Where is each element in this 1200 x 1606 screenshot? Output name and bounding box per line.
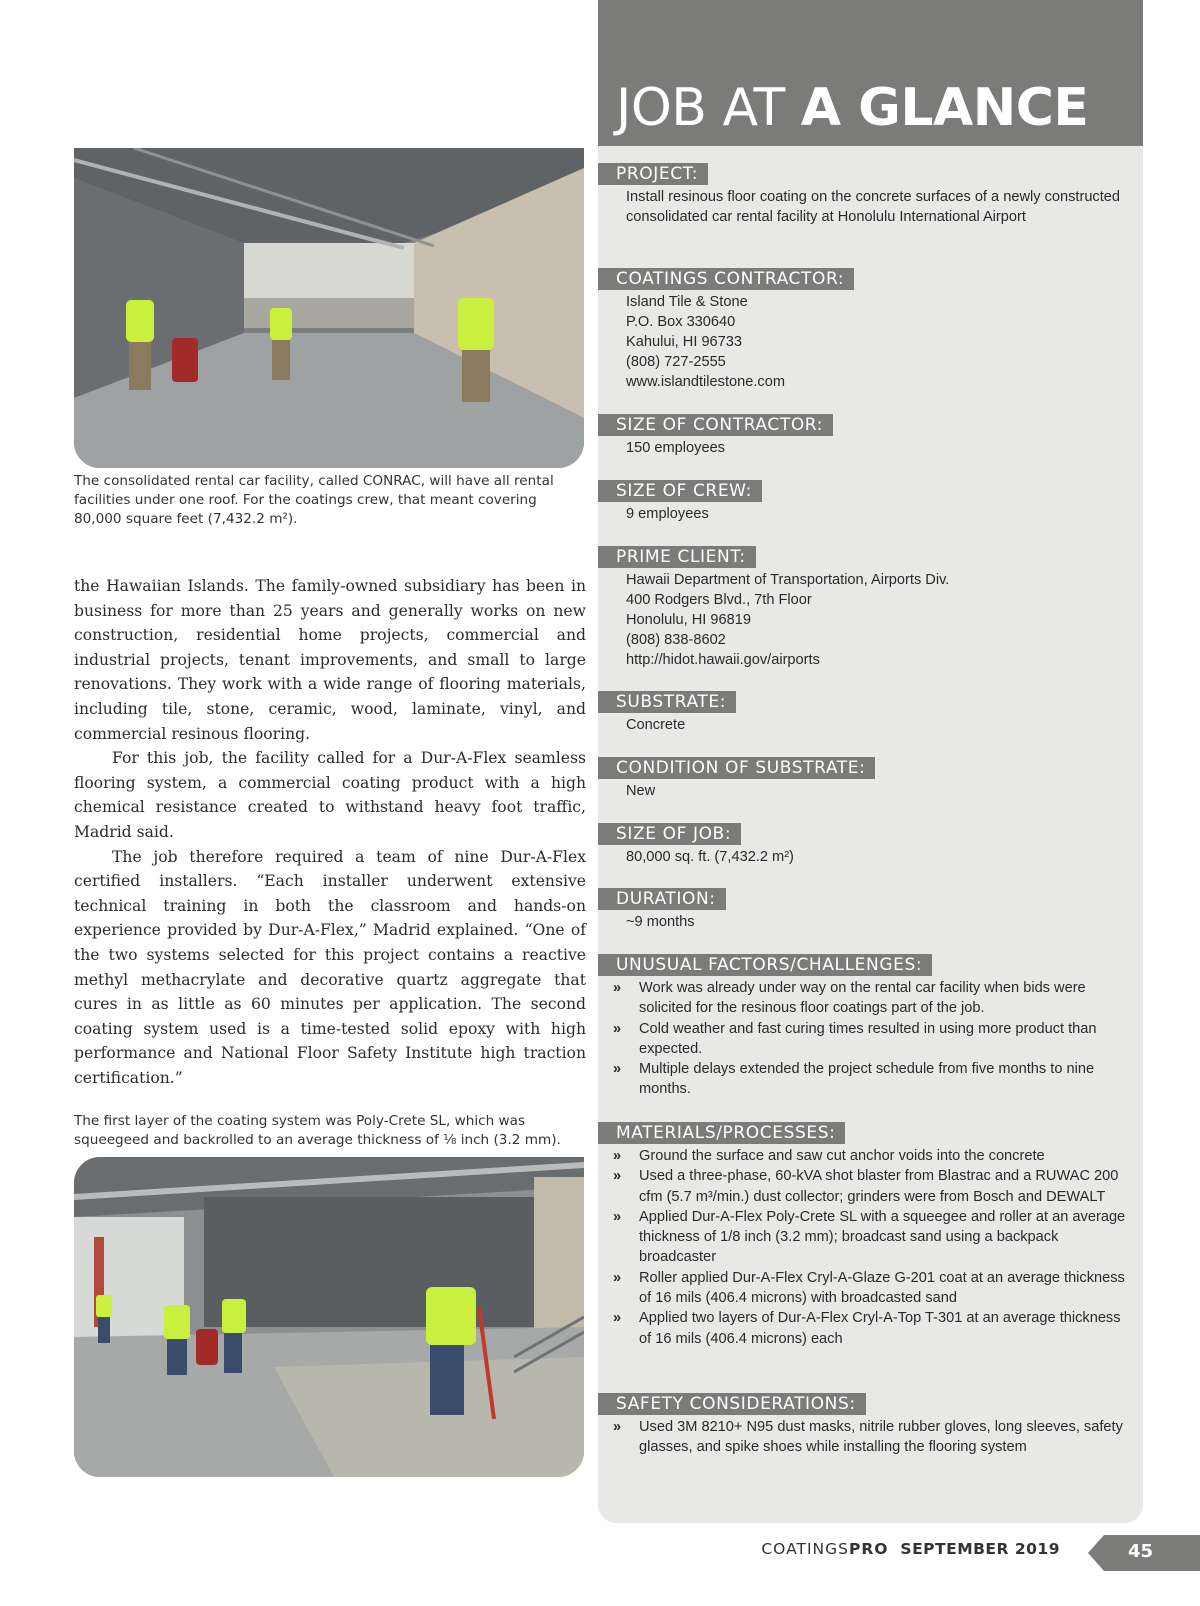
section-unusual-factors	[598, 954, 1143, 1100]
section-label: PRIME CLIENT:	[598, 546, 756, 568]
list-item: » Applied Dur-A-Flex Poly-Crete SL with a squeegee and roller at an average thickness of 1/8 inch (3.2 mm); broadcast sand using a backpack broadcaster	[613, 1208, 1126, 1266]
section-label: COATINGS CONTRACTOR:	[598, 268, 854, 290]
section-label: CONDITION OF SUBSTRATE:	[598, 757, 875, 779]
size-of-contractor-value: 150 employees	[626, 440, 725, 456]
list-item: » Ground the surface and saw cut anchor voids into the concrete	[613, 1148, 1045, 1164]
prime-client-details: Hawaii Department of Transportation, Airports Div. 400 Rodgers Blvd., 7th Floor Honolulu, HI 96819 (808) 838-8602 http://hidot.hawaii.gov/airports	[626, 572, 950, 668]
section-label: PROJECT:	[598, 163, 708, 185]
section-size-of-contractor	[598, 414, 1143, 458]
list-item: » Work was already under way on the rental car facility when bids were solicited for the resinous floor coatings part of the job.	[613, 980, 1086, 1017]
article-body	[74, 574, 586, 1090]
section-safety-considerations	[598, 1393, 1143, 1458]
section-label: SIZE OF CREW:	[598, 480, 762, 502]
caption-bottom: The first layer of the coating system was Poly-Crete SL, which was squeegeed and backrolled to an average thickness of ⅛ inch (3.2 mm).	[74, 1113, 561, 1148]
section-label: MATERIALS/PROCESSES:	[598, 1122, 845, 1144]
section-label: DURATION:	[598, 888, 726, 910]
section-materials-processes	[598, 1122, 1143, 1349]
project-description: Install resinous floor coating on the concrete surfaces of a newly constructed consolidated car rental facility at Honolulu International Airport	[626, 189, 1121, 225]
section-substrate	[598, 691, 1143, 735]
section-project	[598, 163, 1143, 227]
job-at-a-glance-header	[598, 0, 1143, 146]
list-item: » Applied two layers of Dur-A-Flex Cryl-A-Top T-301 at an average thickness of 16 mils (406.4 microns) each	[613, 1310, 1121, 1347]
brand-suffix: PRO	[849, 1540, 889, 1558]
panel-title: JOB AT A GLANCE	[616, 78, 1089, 138]
section-label: SIZE OF JOB:	[598, 823, 741, 845]
issue-date: SEPTEMBER 2019	[900, 1540, 1060, 1558]
section-prime-client	[598, 546, 1143, 670]
page-footer	[761, 1540, 1060, 1558]
section-label: SAFETY CONSIDERATIONS:	[598, 1393, 866, 1415]
body-paragraph: For this job, the facility called for a Dur-A-Flex seamless flooring system, a commercial coating product with a high chemical resistance created to withstand heavy foot traffic, Madrid said.	[74, 749, 586, 841]
unusual-factors-list	[613, 978, 1126, 1100]
list-item: » Used 3M 8210+ N95 dust masks, nitrile rubber gloves, long sleeves, safety glasses, and spike shoes while installing the flooring system	[613, 1419, 1123, 1456]
list-item: » Roller applied Dur-A-Flex Cryl-A-Glaze G-201 coat at an average thickness of 16 mils (406.4 microns) with broadcasted sand	[613, 1269, 1125, 1307]
job-at-a-glance-panel	[598, 146, 1143, 1523]
contractor-details: Island Tile & Stone P.O. Box 330640 Kahului, HI 96733 (808) 727-2555 www.islandtilestone.com	[626, 294, 785, 390]
brand-name: COATINGS	[761, 1540, 849, 1558]
section-label: SUBSTRATE:	[598, 691, 736, 713]
page-number-tab	[1088, 1535, 1200, 1571]
section-condition-of-substrate	[598, 757, 1143, 801]
photo-squeegee-application	[74, 1157, 584, 1477]
section-label: UNUSUAL FACTORS/CHALLENGES:	[598, 954, 932, 976]
section-size-of-crew	[598, 480, 1143, 524]
list-item: » Used a three-phase, 60-kVA shot blaster from Blastrac and a RUWAC 200 cfm (5.7 m³/min.) dust collector; grinders were from Bosch and DEWALT	[613, 1168, 1119, 1205]
substrate-value: Concrete	[626, 717, 686, 733]
section-size-of-job	[598, 823, 1143, 867]
list-item: » Cold weather and fast curing times resulted in using more product than expected.	[613, 1020, 1097, 1057]
list-item: » Multiple delays extended the project schedule from five months to nine months.	[613, 1061, 1095, 1098]
caption-top: The consolidated rental car facility, called CONRAC, will have all rental facilities under one roof. For the coatings crew, that meant covering 80,000 square feet (7,432.2 m²).	[74, 473, 554, 527]
section-label: SIZE OF CONTRACTOR:	[598, 414, 833, 436]
page-number: 45	[1128, 1541, 1154, 1562]
size-of-crew-value: 9 employees	[626, 506, 709, 522]
body-paragraph: The job therefore required a team of nine Dur-A-Flex certified installers. “Each installer underwent extensive technical training in both the classroom and hands-on experience provided by Dur-A-Flex,” Madrid explained. “One of the two systems selected for this project contains a reactive methyl methacrylate and decorative quartz aggregate that cures in as little as 60 minutes per application. The second coating system used is a time-tested solid epoxy with high performance and National Floor Safety Institute high traction certification.”	[74, 847, 586, 1087]
size-of-job-value: 80,000 sq. ft. (7,432.2 m²)	[626, 849, 794, 865]
photo-rental-facility-crew	[74, 148, 584, 468]
duration-value: ~9 months	[626, 914, 695, 930]
section-coatings-contractor	[598, 268, 1143, 392]
body-paragraph: the Hawaiian Islands. The family-owned subsidiary has been in business for more than 25 years and generally works on new construction, residential home projects, commercial and industrial projects, tenant improvements, and small to large renovations. They work with a wide range of flooring materials, including tile, stone, ceramic, wood, laminate, vinyl, and commercial resinous flooring.	[74, 577, 586, 743]
materials-list	[613, 1146, 1126, 1349]
safety-list	[613, 1417, 1126, 1458]
condition-value: New	[626, 783, 656, 799]
section-duration	[598, 888, 1143, 932]
